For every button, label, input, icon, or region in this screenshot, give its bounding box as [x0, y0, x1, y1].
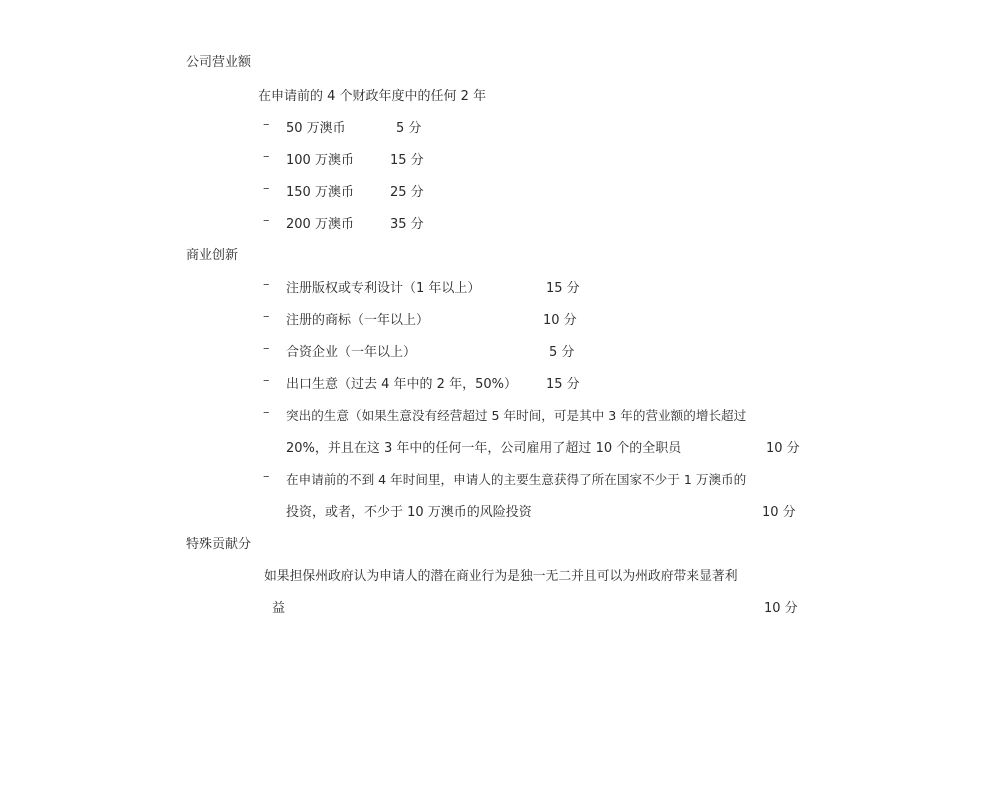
list-dash: –: [263, 469, 270, 484]
item-label: 注册版权或专利设计（1 年以上）: [286, 281, 481, 296]
special-score: 10 分: [764, 601, 798, 616]
item-score: 10 分: [762, 505, 796, 520]
list-dash: –: [263, 277, 270, 292]
list-dash: –: [263, 373, 270, 388]
item-label: 200 万澳币: [286, 217, 354, 232]
list-dash: –: [263, 405, 270, 420]
item-label: 100 万澳币: [286, 153, 354, 168]
list-dash: –: [263, 309, 270, 324]
section-heading-revenue: 公司营业额: [186, 55, 252, 70]
item-score: 10 分: [543, 313, 577, 328]
item-score: 35 分: [390, 217, 424, 232]
list-dash: –: [263, 181, 270, 196]
section-heading-innovation: 商业创新: [186, 248, 239, 263]
item-text-line2: 投资，或者，不少于 10 万澳币的风险投资: [286, 505, 532, 520]
item-score: 15 分: [546, 281, 580, 296]
item-score: 5 分: [549, 345, 575, 360]
item-label: 出口生意（过去 4 年中的 2 年，50%）: [286, 377, 517, 392]
item-text-line1: 突出的生意（如果生意没有经营超过 5 年时间，可是其中 3 年的营业额的增长超过: [286, 408, 747, 423]
list-dash: –: [263, 213, 270, 228]
list-dash: –: [263, 117, 270, 132]
item-score: 25 分: [390, 185, 424, 200]
item-label: 注册的商标（一年以上）: [286, 313, 430, 328]
list-dash: –: [263, 149, 270, 164]
item-label: 50 万澳币: [286, 121, 346, 136]
section-heading-special: 特殊贡献分: [186, 537, 252, 552]
item-label: 150 万澳币: [286, 185, 354, 200]
item-text-line1: 在申请前的不到 4 年时间里，申请人的主要生意获得了所在国家不少于 1 万澳币的: [286, 472, 747, 487]
special-text-line2: 益: [272, 601, 286, 616]
item-score: 15 分: [390, 153, 424, 168]
list-dash: –: [263, 341, 270, 356]
revenue-intro: 在申请前的 4 个财政年度中的任何 2 年: [258, 89, 487, 104]
item-label: 合资企业（一年以上）: [286, 345, 417, 360]
item-text-line2: 20%，并且在这 3 年中的任何一年，公司雇用了超过 10 个的全职员: [286, 441, 682, 456]
item-score: 15 分: [546, 377, 580, 392]
item-score: 5 分: [396, 121, 422, 136]
special-text-line1: 如果担保州政府认为申请人的潜在商业行为是独一无二并且可以为州政府带来显著利: [264, 569, 738, 584]
item-score: 10 分: [766, 441, 800, 456]
